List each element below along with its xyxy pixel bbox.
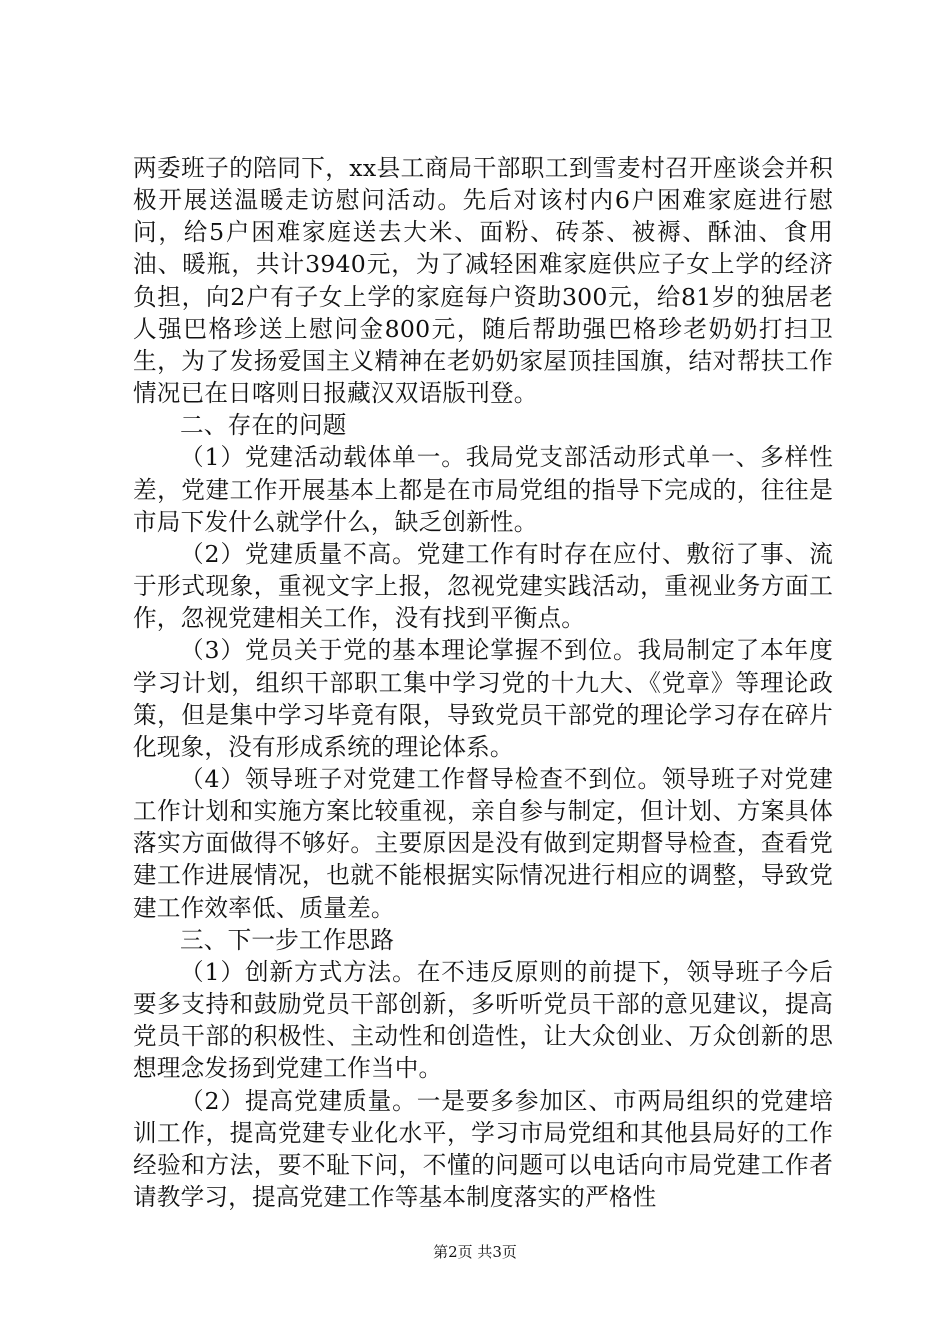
paragraph-next-step-2: （2）提高党建质量。一是要多参加区、市两局组织的党建培训工作，提高党建专业化水平，学习市局党组和其他县局好的工作经验和方法，要不耻下问，不懂的问题可以电话向市局党建工作者请教学习，提高党建工作等基本制度落实的严格性 xyxy=(133,1086,833,1211)
paragraph-problem-1: （1）党建活动载体单一。我局党支部活动形式单一、多样性差，党建工作开展基本上都是在市局党组的指导下完成的，往往是市局下发什么就学什么，缺乏创新性。 xyxy=(133,443,833,536)
paragraph-visit-activities: 两委班子的陪同下，xx县工商局干部职工到雪麦村召开座谈会并积极开展送温暖走访慰问活动。先后对该村内6户困难家庭进行慰问，给5户困难家庭送去大米、面粉、砖茶、被褥、酥油、食用油、暖瓶，共计3940元，为了减轻困难家庭供应子女上学的经济负担，向2户有子女上学的家庭每户资助300元，给81岁的独居老人强巴格珍送上慰问金800元，随后帮助强巴格珍老奶奶打扫卫生，为了发扬爱国主义精神在老奶奶家屋顶挂国旗，结对帮扶工作情况已在日喀则日报藏汉双语版刊登。 xyxy=(133,154,833,408)
section-heading-next-steps: 三、下一步工作思路 xyxy=(180,925,395,954)
paragraph-problem-2: （2）党建质量不高。党建工作有时存在应付、敷衍了事、流于形式现象，重视文字上报，忽视党建实践活动，重视业务方面工作，忽视党建相关工作，没有找到平衡点。 xyxy=(133,539,833,633)
document-body xyxy=(133,152,833,1213)
paragraph-problem-3: （3）党员关于党的基本理论掌握不到位。我局制定了本年度学习计划，组织干部职工集中学习党的十九大、《党章》等理论政策，但是集中学习毕竟有限，导致党员干部党的理论学习存在碎片化现象，没有形成系统的理论体系。 xyxy=(133,636,833,761)
page-footer: 第2页 共3页 xyxy=(433,1243,517,1261)
paragraph-next-step-1: （1）创新方式方法。在不违反原则的前提下，领导班子今后要多支持和鼓励党员干部创新，多听听党员干部的意见建议，提高党员干部的积极性、主动性和创造性，让大众创业、万众创新的思想理念发扬到党建工作当中。 xyxy=(133,957,833,1083)
section-heading-problems: 二、存在的问题 xyxy=(180,411,347,440)
paragraph-problem-4: （4）领导班子对党建工作督导检查不到位。领导班子对党建工作计划和实施方案比较重视，亲自参与制定，但计划、方案具体落实方面做得不够好。主要原因是没有做到定期督导检查，查看党建工作进展情况，也就不能根据实际情况进行相应的调整，导致党建工作效率低、质量差。 xyxy=(133,764,833,922)
